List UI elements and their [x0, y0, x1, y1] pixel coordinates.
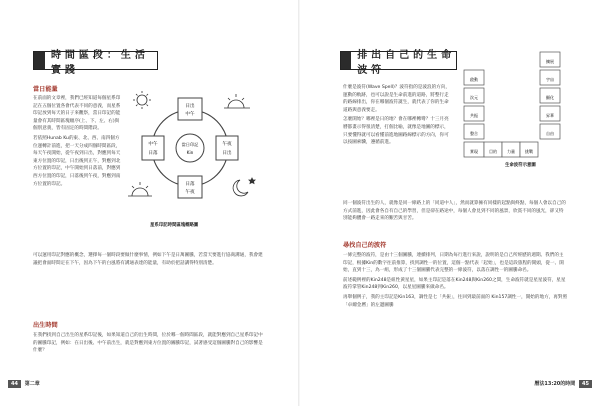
sun-icon — [133, 91, 151, 109]
paragraph: 若依照Hunab Ku的東、北、西、南四個方位運轉計前進，把一天分成四個時間區段，每天午夜開始，從午夜到日出，對應到每天東方位置的印記，日出後到正午，對應到北方位置的印記，中午開始到日落前，對應到西方位置的印記，日落後到午夜，對應到南方位置的印記。 — [33, 135, 121, 187]
sunset-icon — [128, 182, 152, 196]
sunrise-icon — [224, 94, 250, 108]
paragraph: 什麼是波符(Wave Spell)？波符指的是波浪的方向，運動的軌跡，也可以說是生命前進的道路，將整行走的路線排出，你在哪個波符誕生，就代表了你的生命道路與意義要走。 — [343, 85, 450, 113]
paragraph: 怎麼開始？哪裡是日的地？會在哪裡轉彎？十三月亮曆都畫示得很清楚，打個比喻，就像是地圖的標示，只要懂得就可以看懂前進地圖路線標示的方向，你可以按圖索驥，遵循前進。 — [343, 117, 449, 146]
center-label-1: 當日印記 — [181, 142, 199, 147]
paragraph: 再舉個例子，我的主印記是Kin163，調性是七「共振」，往回到最前面的 Kin157調性一，開始的地方，再對照「卓爾金曆」的左邊圖騰 — [343, 294, 568, 308]
paragraph: 前述範例裡的Kin248是紐性黃星星，如果主印記是落在Kin248與Kin260之間，生命波符就是星星波符，星星波符掌管Kin248到Kin260，以星星圖騰來做命名。 — [343, 277, 566, 291]
diagram-caption: 星系印記時間區塊概略圖 — [150, 223, 199, 228]
right-banner — [340, 49, 457, 76]
chapter-label: 第二章 — [24, 381, 40, 387]
wave-c2-3: 昇華 — [546, 113, 554, 118]
bottom-label-2: 午夜 — [185, 190, 195, 195]
section-heading-birth-time: 出生時間 — [33, 322, 58, 329]
wave-c1-1: 次元 — [470, 95, 478, 100]
section-heading-daily-energy: 當日能量 — [33, 86, 58, 93]
paragraph: 在前面的文章裡，我們已經知道每個星系印記在五個位置各會代表不同的意義，而星系印記放到每天的日子來觀察，當日印記的能量會有其時間區塊順序(上、下、左、右)與個別意義，皆有固定的時間階段。 — [33, 96, 121, 132]
banner-block — [34, 52, 45, 69]
banner-block — [341, 52, 351, 69]
box-left — [142, 136, 164, 160]
bottom-label-1: 日落 — [185, 182, 195, 187]
right-banner-title: 排出自己的生命波符 — [357, 49, 456, 76]
paragraph: 在我們找到自己出生的星系印記後，如果知道自己的出生時間，位於哪一個時間區段，就能對應到自己星系印記中的圖騰印記，例如：在日出後、中午前出生，就是對應到東方位置的圖騰印記，試著感受這個圖騰對自己的影響是什麼？ — [33, 333, 263, 354]
wave-c2-2: 顯化 — [546, 95, 554, 100]
left-label-1: 中午 — [148, 142, 158, 147]
section1-text — [33, 95, 123, 188]
left-footer — [8, 380, 40, 387]
wave-c2-1: 宇宙 — [546, 77, 554, 82]
right-section2-text — [343, 252, 568, 309]
paragraph: 同一個波符出生的人，就像是同一條路上的「同道中人」，然而就算擁有同樣的起點與終點，每個人會以自己的方式前進，因此會各自有自己的學習，但是卻在路途中，每個人會見到不同的風景，欣賞不同的風光，卻又特別能夠體會一路走來的艱苦與甘苦。 — [343, 201, 566, 222]
moon-icon — [233, 178, 255, 196]
wave-c1-3: 整合 — [470, 131, 478, 136]
left-banner-title: 時間區段：生活實踐 — [50, 49, 149, 76]
box-right — [216, 136, 238, 160]
right-footer — [534, 380, 592, 387]
page-number: 45 — [579, 380, 592, 388]
left-banner — [33, 49, 158, 76]
book-title: 曆法13:20的時間 — [534, 381, 576, 387]
center-circle — [176, 134, 204, 162]
right-label-2: 日出 — [222, 151, 232, 156]
wave-c1-4: 實現 — [470, 149, 478, 154]
page-number: 44 — [8, 380, 21, 388]
right-section1-text — [343, 84, 453, 147]
wave-c2-0: 擴展 — [546, 59, 554, 64]
paragraph: 一條完整的波符，是由十三個圖騰，連續排列，日期為每行進行來說，說明的是自己所經歷的週期。我們的主印記，根據Kin的數字往前推算，找到調性一的位置，這個一點代表「起始」，也是這段旅程的開頭，從一、開始，直到十三，為一組，形成了十三個圖騰代表完整的一條波符，以落在調性一的圖騰命名。 — [343, 253, 564, 274]
time-block-diagram — [128, 86, 268, 211]
wave-c2-4: 自由 — [546, 131, 554, 136]
top-label-2: 中午 — [185, 112, 195, 117]
top-label-1: 日出 — [185, 104, 195, 109]
center-label-2: Kin — [186, 150, 194, 155]
wave-c1-0: 啟動 — [470, 77, 478, 82]
wavespell-diagram — [460, 48, 570, 178]
section-heading-find-wavespell: 尋找自己的波符 — [343, 242, 387, 249]
wave-r1-0: 目的 — [489, 149, 497, 154]
wavespell-caption: 生命波符示意圖 — [505, 163, 536, 168]
paragraph: 可以運用印記對應的概念，選擇每一個時段要做什麼事情，例如下午是日萬圖騰，若當天要進行協商溝通，我會建議把會面時間定在下午，因為下午的白風將有溝通表達的能量，有助於把話講得特別清楚。 — [33, 253, 263, 266]
wave-r1-1: 力量 — [507, 149, 515, 154]
right-page — [300, 0, 600, 406]
right-label-1: 午夜 — [222, 142, 232, 147]
wave-r1-2: 挑戰 — [525, 149, 533, 154]
wave-c1-2: 共振 — [470, 113, 478, 118]
left-label-2: 日落 — [148, 151, 158, 156]
